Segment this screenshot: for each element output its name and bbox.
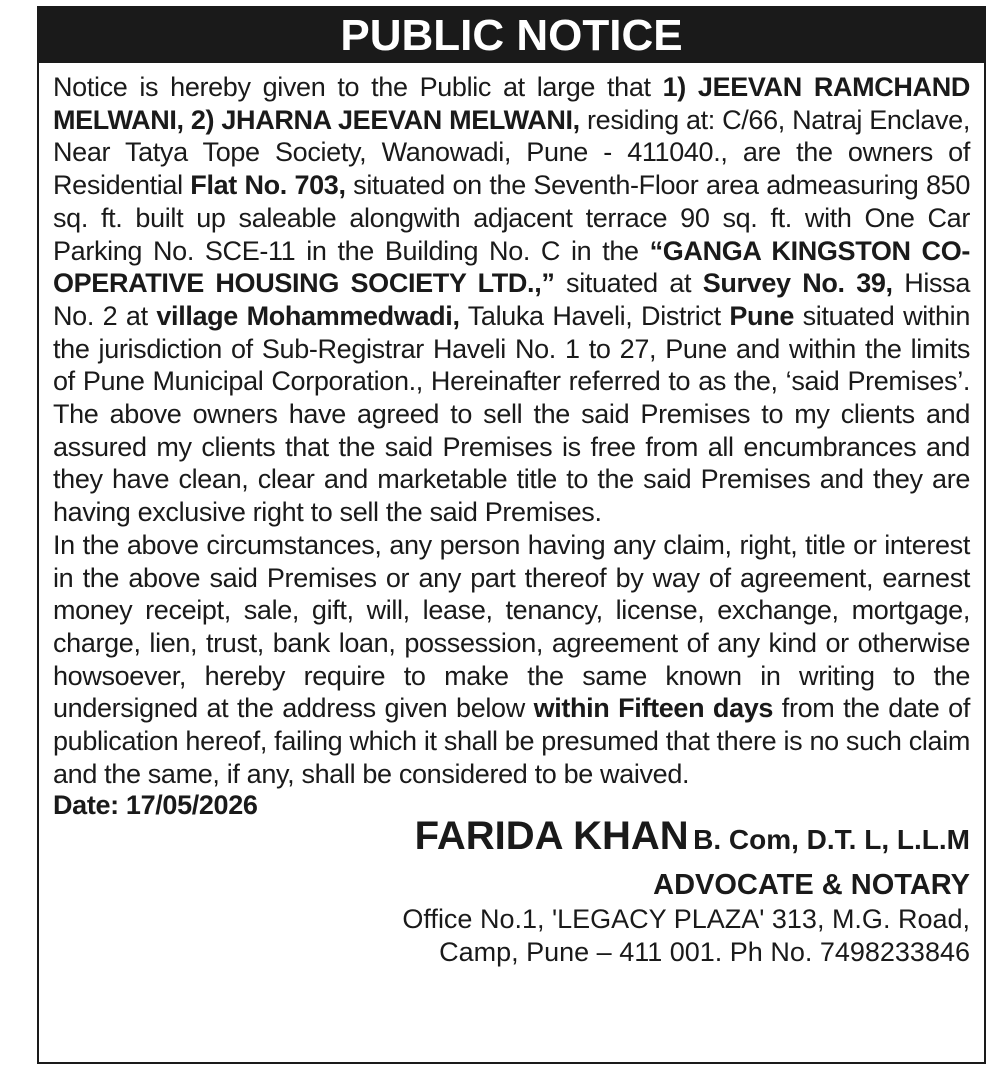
notice-date: Date: 17/05/2026 (53, 790, 258, 821)
flat-number: Flat No. 703, (190, 170, 346, 201)
society-name: “GANGA KINGSTON CO-OPERATIVE HOUSING SOCIETY LTD.,” (53, 235, 971, 299)
signatory-qualifications: B. Com, D.T. L, L.L.M (693, 824, 970, 856)
signatory-line (53, 814, 970, 867)
notice-title: PUBLIC NOTICE (39, 8, 984, 63)
text: Hissa No. 2 at (53, 268, 970, 331)
signature-block (39, 814, 984, 969)
village-name: village Mohammedwadi, (156, 300, 460, 331)
signatory-title: ADVOCATE & NOTARY (653, 869, 970, 902)
deadline: within Fifteen days (533, 693, 774, 724)
text: situated on the Seventh-Floor area admeasuring 850 sq. ft. built up saleable alongwith adjacent terrace 90 sq. ft. with One Car Parking No. SCE-11 in the Building No. C in the (53, 170, 970, 266)
notice-body (39, 63, 984, 820)
text: from the date of publication hereof, failing which it shall be presumed that there is no such claim and the same, if any, shall be considered to be waived. (53, 693, 970, 789)
address-line-1: Office No.1, 'LEGACY PLAZA' 313, M.G. Road, (402, 904, 970, 935)
owner-names: 1) JEEVAN RAMCHAND MELWANI, 2) JHARNA JEEVAN MELWANI, (53, 72, 970, 135)
paragraph-claims (53, 529, 970, 791)
paragraph-ownership (53, 71, 970, 529)
district-name: Pune (729, 300, 795, 331)
text: In the above circumstances, any person having any claim, right, title or interest in the above said Premises or any part thereof by way of agreement, earnest money receipt, sale, gift, will, lease, tenancy, license, exchange, mortgage, charge, lien, trust, bank loan, possession, agreement of any kind or otherwise howsoever, hereby require to make the same known in writing to the undersigned at the address given below (53, 529, 970, 724)
address-line-2: Camp, Pune – 411 001. Ph No. 7498233846 (439, 937, 970, 968)
text: residing at: C/66, Natraj Enclave, Near Tatya Tope Society, Wanowadi, Pune - 411040., are the owners of Residential (53, 104, 970, 201)
public-notice-box (37, 6, 986, 1064)
survey-number: Survey No. 39, (702, 268, 893, 299)
text: Notice is hereby given to the Public at large that (53, 72, 663, 102)
signatory-name: FARIDA KHAN (414, 814, 689, 859)
text: Taluka Haveli, District (459, 300, 730, 331)
text: situated within the jurisdiction of Sub-Registrar Haveli No. 1 to 27, Pune and within the limits of Pune Municipal Corporation., Hereinafter referred to as the, ‘said Premises’. The above owners have agreed to sell the said Premises to my clients and assured my clients that the said Premises is free from all encumbrances and they have clean, clear and marketable title to the said Premises and they are having exclusive right to sell the said Premises. (53, 300, 970, 528)
text: situated at (554, 268, 703, 299)
